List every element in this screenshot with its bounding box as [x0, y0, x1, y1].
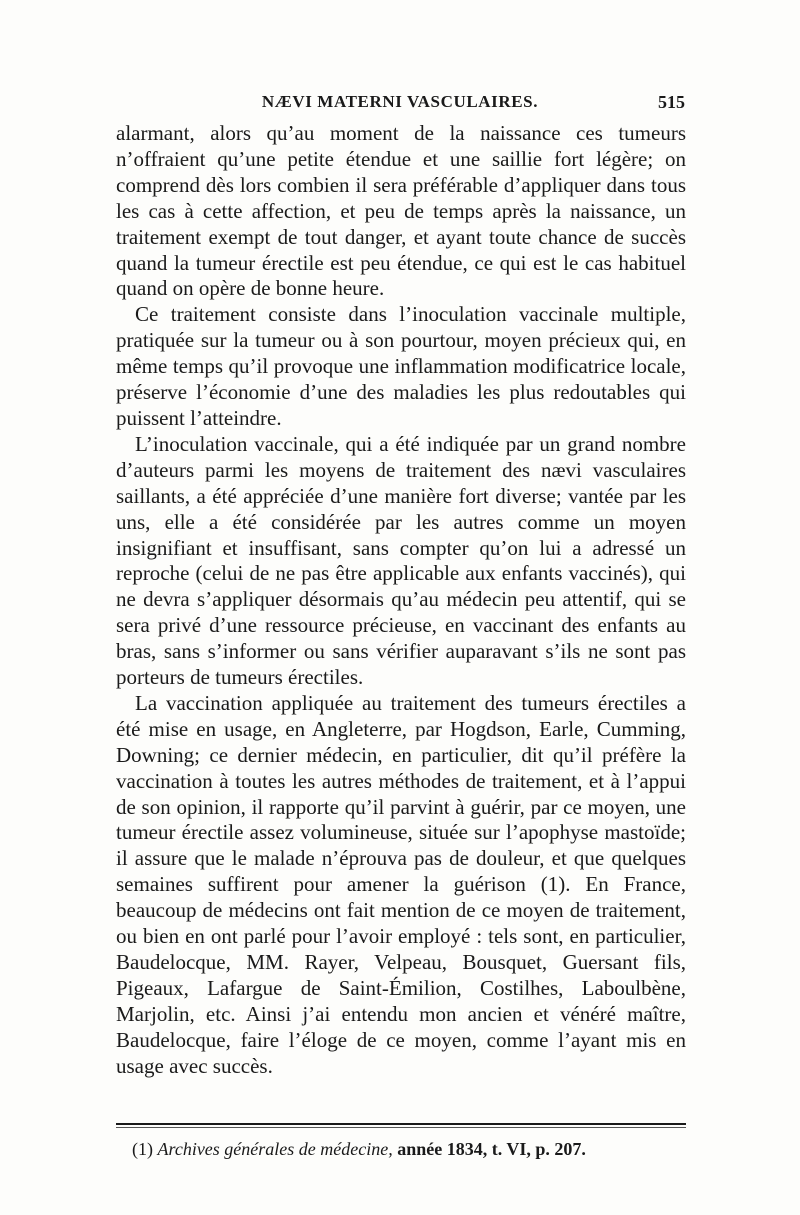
page-number: 515 [658, 92, 685, 112]
footnote-rule [116, 1123, 686, 1125]
paragraph-continuation: alarmant, alors qu’au moment de la naissance ces tumeurs n’offraient qu’une petite étendue et une saillie fort légère; on comprend dès lors combien il sera préférable d’appliquer dans tous les cas à cette affection, et peu de temps après la naissance, un traitement exempt de tout danger, et ayant toute chance de succès quand la tumeur érectile est peu étendue, ce qui est le cas habituel quand on opère de bonne heure. [116, 121, 686, 301]
footnote-source: Archives générales de médecine, [157, 1139, 393, 1159]
paragraph: L’inoculation vaccinale, qui a été indiquée par un grand nombre d’auteurs parmi les moyens de traitement des nævi vasculaires saillants, a été appréciée d’une manière fort diverse; vantée par les uns, elle a été considérée par les autres comme un moyen insignifiant et insuffisant, sans compter qu’on lui a adressé un reproche (celui de ne pas être applicable aux enfants vaccinés), qui ne devra s’appliquer désormais qu’au médecin peu attentif, qui se sera privé d’une ressource précieuse, en vaccinant des enfants au bras, sans s’informer ou sans vérifier auparavant s’ils ne sont pas porteurs de tumeurs érectiles. [116, 431, 686, 690]
footnote-marker: (1) [132, 1139, 153, 1159]
page-header [115, 92, 685, 120]
footnote-location: année 1834, t. VI, p. 207. [397, 1139, 586, 1159]
running-title: NÆVI MATERNI VASCULAIRES. [261, 92, 539, 111]
footnote [132, 1138, 686, 1160]
footnote-rule-thin [116, 1127, 686, 1128]
paragraph: Ce traitement consiste dans l’inoculation vaccinale multiple, pratiquée sur la tumeur ou à son pourtour, moyen précieux qui, en même temps qu’il provoque une inflammation modificatrice locale, préserve l’économie d’une des maladies les plus redoutables qui puissent l’atteindre. [116, 302, 686, 430]
body-text [116, 121, 686, 1080]
paragraph: La vaccination appliquée au traitement des tumeurs érectiles a été mise en usage, en Angleterre, par Hogdson, Earle, Cumming, Downing; ce dernier médecin, en particulier, dit qu’il préfère la vaccination à toutes les autres méthodes de traitement, et à l’appui de son opinion, il rapporte qu’il parvint à guérir, par ce moyen, une tumeur érectile assez volumineuse, située sur l’apophyse mastoïde; il assure que le malade n’éprouva pas de douleur, et que quelques semaines suffirent pour amener la guérison (1). En France, beaucoup de médecins ont fait mention de ce moyen de traitement, ou bien en ont parlé pour l’avoir employé : tels sont, en particulier, Baudelocque, MM. Rayer, Velpeau, Bousquet, Guersant fils, Pigeaux, Lafargue de Saint-Émilion, Costilhes, Laboulbène, Marjolin, etc. Ainsi j’ai entendu mon ancien et vénéré maître, Baudelocque, faire l’éloge de ce moyen, comme l’ayant mis en usage avec succès. [116, 690, 686, 1078]
